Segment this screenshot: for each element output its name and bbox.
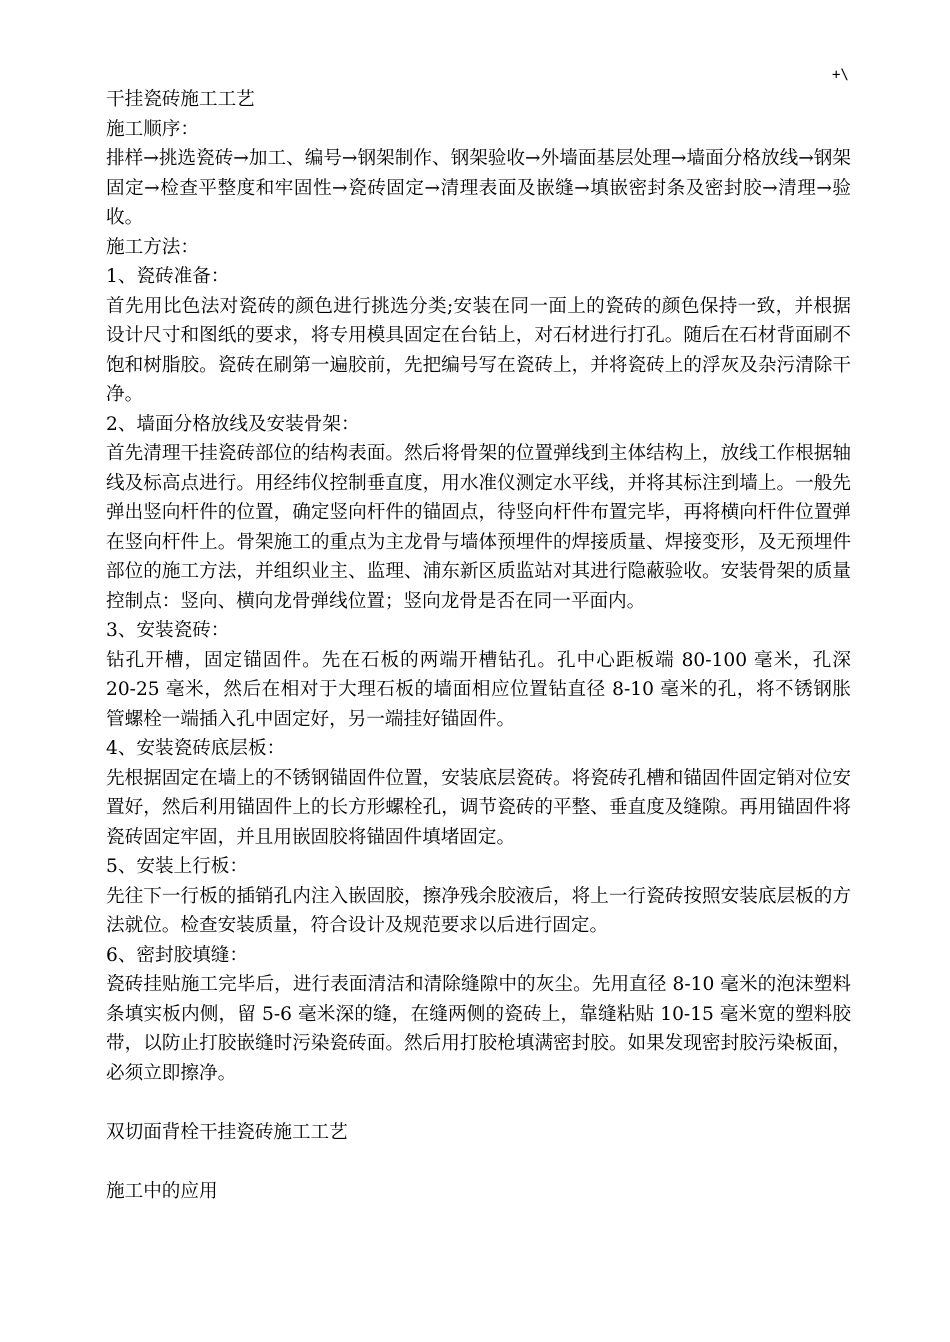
document-title: 干挂瓷砖施工工艺	[106, 89, 255, 110]
sequence-text: 排样→挑选瓷砖→加工、编号→钢架制作、钢架验收→外墙面基层处理→墙面分格放线→钢架固定→检查平整度和牢固性→瓷砖固定→清理表面及嵌缝→填嵌密封条及密封胶→清理→验收。	[106, 148, 851, 228]
section-2-heading: 2、墙面分格放线及安装骨架：	[106, 413, 360, 435]
sequence-heading: 施工顺序：	[106, 118, 199, 140]
section-1-heading: 1、瓷砖准备：	[106, 266, 230, 287]
blank-line	[106, 1147, 851, 1177]
subtitle: 双切面背栓干挂瓷砖施工工艺	[106, 1121, 348, 1143]
page-corner-mark: +\	[832, 67, 849, 83]
method-heading: 施工方法：	[106, 236, 199, 258]
subsection-heading: 施工中的应用	[106, 1180, 218, 1202]
section-4-heading: 4、安装瓷砖底层板：	[106, 738, 286, 759]
document-body	[106, 85, 851, 1206]
section-5-heading: 5、安装上行板：	[106, 856, 248, 877]
section-3-heading: 3、安装瓷砖：	[106, 620, 230, 641]
section-6-body: 瓷砖挂贴施工完毕后，进行表面清洁和清除缝隙中的灰尘。先用直径 8-10 毫米的泡沫塑料条填实板内侧，留 5-6 毫米深的缝，在缝两侧的瓷砖上，靠缝粘贴 10-15 毫米宽的塑料胶带，以防止打胶嵌缝时污染瓷砖面。然后用打胶枪填满密封胶。如果发现密封胶污染板面，必须立即擦净。	[106, 974, 851, 1084]
section-1-body: 首先用比色法对瓷砖的颜色进行挑选分类;安装在同一面上的瓷砖的颜色保持一致，并根据设计尺寸和图纸的要求，将专用模具固定在台钻上，对石材进行打孔。随后在石材背面刷不饱和树脂胶。瓷砖在刷第一遍胶前，先把编号写在瓷砖上，并将瓷砖上的浮灰及杂污清除干净。	[106, 295, 851, 405]
section-2-body: 首先清理干挂瓷砖部位的结构表面。然后将骨架的位置弹线到主体结构上，放线工作根据轴线及标高点进行。用经纬仪控制垂直度，用水准仪测定水平线，并将其标注到墙上。一般先弹出竖向杆件的位置，确定竖向杆件的锚固点，待竖向杆件布置完毕，再将横向杆件位置弹在竖向杆件上。骨架施工的重点为主龙骨与墙体预埋件的焊接质量、焊接变形，及无预埋件部位的施工方法，并组织业主、监理、浦东新区质监站对其进行隐蔽验收。安装骨架的质量控制点：竖向、横向龙骨弹线位置；竖向龙骨是否在同一平面内。	[106, 443, 851, 612]
section-5-body: 先往下一行板的插销孔内注入嵌固胶，擦净残余胶液后，将上一行瓷砖按照安装底层板的方法就位。检查安装质量，符合设计及规范要求以后进行固定。	[106, 885, 851, 936]
section-4-body: 先根据固定在墙上的不锈钢锚固件位置，安装底层瓷砖。将瓷砖孔槽和锚固件固定销对位安置好，然后利用锚固件上的长方形螺栓孔，调节瓷砖的平整、垂直度及缝隙。再用锚固件将瓷砖固定牢固，并且用嵌固胶将锚固件填堵固定。	[106, 767, 851, 848]
section-3-body: 钻孔开槽，固定锚固件。先在石板的两端开槽钻孔。孔中心距板端 80-100 毫米，孔深 20-25 毫米，然后在相对于大理石板的墙面相应位置钻直径 8-10 毫米的孔，将不锈钢胀管螺栓一端插入孔中固定好，另一端挂好锚固件。	[106, 649, 851, 730]
section-6-heading: 6、密封胶填缝：	[106, 944, 248, 966]
blank-line	[106, 1088, 851, 1118]
